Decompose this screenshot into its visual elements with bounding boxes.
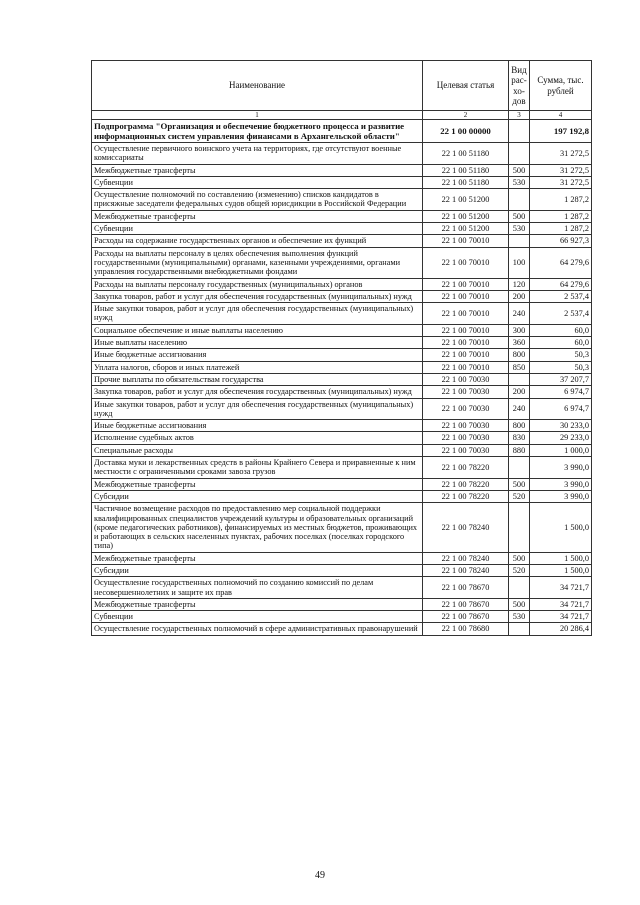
column-number: 2 <box>423 111 509 120</box>
row-sum-cell: 66 927,3 <box>530 235 592 247</box>
row-sum-cell: 3 990,0 <box>530 478 592 490</box>
row-target-cell: 22 1 00 70030 <box>423 398 509 420</box>
row-target-cell: 22 1 00 70030 <box>423 386 509 398</box>
row-sum-cell: 31 272,5 <box>530 143 592 165</box>
table-row <box>92 457 592 479</box>
table-row <box>92 623 592 635</box>
row-sum-cell: 1 287,2 <box>530 189 592 211</box>
row-target-cell: 22 1 00 51200 <box>423 189 509 211</box>
row-sum-cell: 29 233,0 <box>530 432 592 444</box>
row-vid-cell: 500 <box>509 478 530 490</box>
row-sum-cell: 34 721,7 <box>530 611 592 623</box>
row-vid-cell: 360 <box>509 337 530 349</box>
row-sum-cell: 34 721,7 <box>530 577 592 599</box>
row-sum-cell: 1 287,2 <box>530 223 592 235</box>
row-name-cell: Подпрограмма "Организация и обеспечение бюджетного процесса и развитие информационных систем управления финансами в Архангельской области" <box>92 120 423 143</box>
row-name-cell: Субсидии <box>92 490 423 502</box>
row-target-cell: 22 1 00 70010 <box>423 278 509 290</box>
column-number: 1 <box>92 111 423 120</box>
row-vid-cell: 200 <box>509 386 530 398</box>
row-vid-cell: 200 <box>509 290 530 302</box>
row-target-cell: 22 1 00 70010 <box>423 290 509 302</box>
row-target-cell: 22 1 00 78680 <box>423 623 509 635</box>
header-sum: Сумма, тыс. рублей <box>530 61 592 111</box>
row-target-cell: 22 1 00 51200 <box>423 210 509 222</box>
row-sum-cell: 6 974,7 <box>530 386 592 398</box>
row-target-cell: 22 1 00 78670 <box>423 577 509 599</box>
table-row <box>92 303 592 325</box>
row-sum-cell: 30 233,0 <box>530 420 592 432</box>
row-sum-cell: 64 279,6 <box>530 278 592 290</box>
row-vid-cell: 520 <box>509 564 530 576</box>
row-target-cell: 22 1 00 51180 <box>423 176 509 188</box>
row-name-cell: Межбюджетные трансферты <box>92 552 423 564</box>
row-sum-cell: 2 537,4 <box>530 303 592 325</box>
row-vid-cell: 800 <box>509 420 530 432</box>
row-target-cell: 22 1 00 70010 <box>423 361 509 373</box>
table-row <box>92 611 592 623</box>
row-target-cell: 22 1 00 78240 <box>423 564 509 576</box>
row-vid-cell <box>509 457 530 479</box>
row-name-cell: Субвенции <box>92 223 423 235</box>
table-row <box>92 247 592 278</box>
table-row <box>92 361 592 373</box>
row-target-cell: 22 1 00 78240 <box>423 503 509 552</box>
row-sum-cell: 64 279,6 <box>530 247 592 278</box>
row-target-cell: 22 1 00 51200 <box>423 223 509 235</box>
row-vid-cell <box>509 189 530 211</box>
row-name-cell: Субвенции <box>92 611 423 623</box>
row-name-cell: Специальные расходы <box>92 444 423 456</box>
table-row <box>92 373 592 385</box>
header-target: Целевая статья <box>423 61 509 111</box>
row-vid-cell: 530 <box>509 611 530 623</box>
row-sum-cell: 1 287,2 <box>530 210 592 222</box>
table-row <box>92 598 592 610</box>
table-row <box>92 564 592 576</box>
row-vid-cell <box>509 577 530 599</box>
row-sum-cell: 31 272,5 <box>530 176 592 188</box>
row-name-cell: Иные бюджетные ассигнования <box>92 420 423 432</box>
row-name-cell: Межбюджетные трансферты <box>92 210 423 222</box>
table-row <box>92 290 592 302</box>
row-vid-cell: 800 <box>509 349 530 361</box>
row-vid-cell: 880 <box>509 444 530 456</box>
header-name: Наименование <box>92 61 423 111</box>
row-sum-cell: 20 286,4 <box>530 623 592 635</box>
row-target-cell: 22 1 00 51180 <box>423 164 509 176</box>
table-row <box>92 444 592 456</box>
row-target-cell: 22 1 00 00000 <box>423 120 509 143</box>
budget-table <box>91 60 592 636</box>
row-name-cell: Осуществление государственных полномочий в сфере административных правонарушений <box>92 623 423 635</box>
row-vid-cell: 240 <box>509 398 530 420</box>
row-name-cell: Расходы на содержание государственных органов и обеспечение их функций <box>92 235 423 247</box>
row-sum-cell: 34 721,7 <box>530 598 592 610</box>
column-number: 4 <box>530 111 592 120</box>
row-vid-cell <box>509 235 530 247</box>
table-row <box>92 552 592 564</box>
row-name-cell: Социальное обеспечение и иные выплаты населению <box>92 324 423 336</box>
row-vid-cell: 530 <box>509 176 530 188</box>
row-sum-cell: 1 500,0 <box>530 564 592 576</box>
row-name-cell: Исполнение судебных актов <box>92 432 423 444</box>
row-target-cell: 22 1 00 70030 <box>423 373 509 385</box>
table-header-row <box>92 61 592 111</box>
row-vid-cell: 850 <box>509 361 530 373</box>
column-number: 3 <box>509 111 530 120</box>
row-vid-cell <box>509 120 530 143</box>
row-target-cell: 22 1 00 78220 <box>423 457 509 479</box>
row-name-cell: Закупка товаров, работ и услуг для обеспечения государственных (муниципальных) нужд <box>92 290 423 302</box>
table-row <box>92 210 592 222</box>
row-sum-cell: 1 500,0 <box>530 503 592 552</box>
row-target-cell: 22 1 00 70030 <box>423 444 509 456</box>
row-target-cell: 22 1 00 78240 <box>423 552 509 564</box>
row-target-cell: 22 1 00 70030 <box>423 420 509 432</box>
row-sum-cell: 1 500,0 <box>530 552 592 564</box>
table-row <box>92 189 592 211</box>
row-name-cell: Иные бюджетные ассигнования <box>92 349 423 361</box>
row-target-cell: 22 1 00 70010 <box>423 324 509 336</box>
row-name-cell: Закупка товаров, работ и услуг для обеспечения государственных (муниципальных) нужд <box>92 386 423 398</box>
row-target-cell: 22 1 00 78670 <box>423 598 509 610</box>
row-vid-cell: 500 <box>509 164 530 176</box>
table-row <box>92 503 592 552</box>
table-row <box>92 164 592 176</box>
table-row <box>92 398 592 420</box>
row-vid-cell: 500 <box>509 210 530 222</box>
row-name-cell: Межбюджетные трансферты <box>92 478 423 490</box>
row-name-cell: Субсидии <box>92 564 423 576</box>
row-target-cell: 22 1 00 78220 <box>423 490 509 502</box>
row-sum-cell: 1 000,0 <box>530 444 592 456</box>
page-number: 49 <box>315 870 325 881</box>
table-row <box>92 278 592 290</box>
row-name-cell: Частичное возмещение расходов по предоставлению мер социальной поддержки квалифицированных специалистов учреждений культуры и образовательных организаций (кроме педагогических работников), финансируемых из местных бюджетов, проживающих и работающих в сельских населенных пунктах, рабочих поселках (поселках городского типа) <box>92 503 423 552</box>
row-sum-cell: 6 974,7 <box>530 398 592 420</box>
row-target-cell: 22 1 00 70010 <box>423 303 509 325</box>
row-target-cell: 22 1 00 78220 <box>423 478 509 490</box>
row-vid-cell: 300 <box>509 324 530 336</box>
table-row <box>92 432 592 444</box>
row-name-cell: Доставка муки и лекарственных средств в районы Крайнего Севера и приравненные к ним местности с ограниченными сроками завоза грузов <box>92 457 423 479</box>
row-name-cell: Осуществление государственных полномочий по созданию комиссий по делам несовершеннолетних и защите их прав <box>92 577 423 599</box>
row-sum-cell: 50,3 <box>530 349 592 361</box>
row-name-cell: Иные закупки товаров, работ и услуг для обеспечения государственных (муниципальных) нужд <box>92 303 423 325</box>
row-name-cell: Прочие выплаты по обязательствам государства <box>92 373 423 385</box>
row-vid-cell: 500 <box>509 598 530 610</box>
table-row <box>92 324 592 336</box>
row-vid-cell <box>509 503 530 552</box>
header-vid: Вид рас-хо-дов <box>509 61 530 111</box>
row-target-cell: 22 1 00 70010 <box>423 247 509 278</box>
row-vid-cell: 120 <box>509 278 530 290</box>
row-vid-cell <box>509 373 530 385</box>
row-name-cell: Уплата налогов, сборов и иных платежей <box>92 361 423 373</box>
row-vid-cell: 530 <box>509 223 530 235</box>
row-name-cell: Межбюджетные трансферты <box>92 164 423 176</box>
table-row <box>92 176 592 188</box>
row-target-cell: 22 1 00 70010 <box>423 337 509 349</box>
row-name-cell: Межбюджетные трансферты <box>92 598 423 610</box>
row-vid-cell: 100 <box>509 247 530 278</box>
row-vid-cell: 240 <box>509 303 530 325</box>
table-row <box>92 235 592 247</box>
row-sum-cell: 197 192,8 <box>530 120 592 143</box>
row-vid-cell <box>509 143 530 165</box>
row-sum-cell: 3 990,0 <box>530 457 592 479</box>
table-row <box>92 349 592 361</box>
row-vid-cell: 830 <box>509 432 530 444</box>
table-body <box>92 120 592 636</box>
row-vid-cell: 520 <box>509 490 530 502</box>
row-vid-cell <box>509 623 530 635</box>
row-sum-cell: 31 272,5 <box>530 164 592 176</box>
row-name-cell: Осуществление полномочий по составлению (изменению) списков кандидатов в присяжные заседатели федеральных судов общей юрисдикции в Российской Федерации <box>92 189 423 211</box>
row-sum-cell: 60,0 <box>530 324 592 336</box>
row-target-cell: 22 1 00 70010 <box>423 235 509 247</box>
table-row <box>92 420 592 432</box>
row-sum-cell: 37 207,7 <box>530 373 592 385</box>
table-row <box>92 577 592 599</box>
row-name-cell: Иные выплаты населению <box>92 337 423 349</box>
table-row <box>92 490 592 502</box>
column-number-row <box>92 111 592 120</box>
table-row <box>92 143 592 165</box>
table-row <box>92 223 592 235</box>
table-row <box>92 337 592 349</box>
row-name-cell: Расходы на выплаты персоналу государственных (муниципальных) органов <box>92 278 423 290</box>
table-row <box>92 120 592 143</box>
row-sum-cell: 60,0 <box>530 337 592 349</box>
row-target-cell: 22 1 00 78670 <box>423 611 509 623</box>
row-sum-cell: 2 537,4 <box>530 290 592 302</box>
row-vid-cell: 500 <box>509 552 530 564</box>
table-row <box>92 478 592 490</box>
row-target-cell: 22 1 00 51180 <box>423 143 509 165</box>
table-row <box>92 386 592 398</box>
row-target-cell: 22 1 00 70010 <box>423 349 509 361</box>
row-sum-cell: 3 990,0 <box>530 490 592 502</box>
row-name-cell: Расходы на выплаты персоналу в целях обеспечения выполнения функций государственными (муниципальными) органами, казенными учреждениями, органами управления государственными внебюджетными фондами <box>92 247 423 278</box>
row-sum-cell: 50,3 <box>530 361 592 373</box>
row-name-cell: Иные закупки товаров, работ и услуг для обеспечения государственных (муниципальных) нужд <box>92 398 423 420</box>
row-target-cell: 22 1 00 70030 <box>423 432 509 444</box>
row-name-cell: Субвенции <box>92 176 423 188</box>
row-name-cell: Осуществление первичного воинского учета на территориях, где отсутствуют военные комиссариаты <box>92 143 423 165</box>
